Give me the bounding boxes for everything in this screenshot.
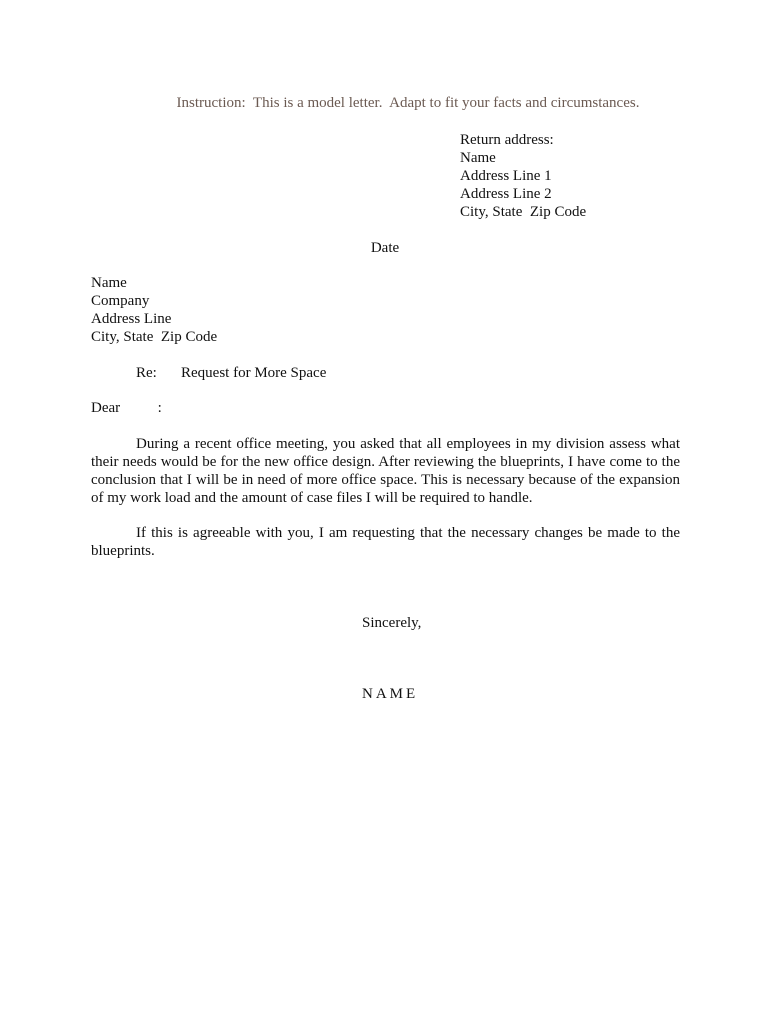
recipient-city-state-zip: City, State Zip Code (91, 329, 218, 345)
return-address-line2: Address Line 2 (460, 186, 552, 202)
return-address-name: Name (460, 150, 496, 166)
closing: Sincerely, (362, 615, 422, 631)
recipient-name: Name (91, 275, 127, 291)
return-address-line1: Address Line 1 (460, 168, 552, 184)
salutation: Dear : (91, 400, 162, 416)
subject-text: Request for More Space (181, 365, 327, 381)
instruction-note: Instruction: This is a model letter. Adapt to fit your facts and circumstances. (176, 95, 640, 111)
body-paragraph-1: During a recent office meeting, you asked that all employees in my division assess what their needs would be for the new office design. After reviewing the blueprints, I have come to the conclusion that I will be in need of more office space. This is necessary because of the expansion of my work load and the amount of case files I will be required to handle. (91, 436, 680, 506)
signer-name: NAME (362, 686, 419, 702)
recipient-address-block (91, 274, 217, 346)
return-address-heading: Return address: (460, 132, 554, 148)
recipient-company: Company (91, 293, 150, 309)
body-paragraph-2: If this is agreeable with you, I am requesting that the necessary changes be made to the blueprints. (91, 525, 680, 559)
recipient-address-line: Address Line (91, 311, 172, 327)
letter-date: Date (370, 240, 400, 256)
subject-line (136, 364, 326, 382)
return-address-city-state-zip: City, State Zip Code (460, 204, 587, 220)
return-address-block (460, 131, 586, 221)
subject-label: Re: (136, 365, 157, 381)
